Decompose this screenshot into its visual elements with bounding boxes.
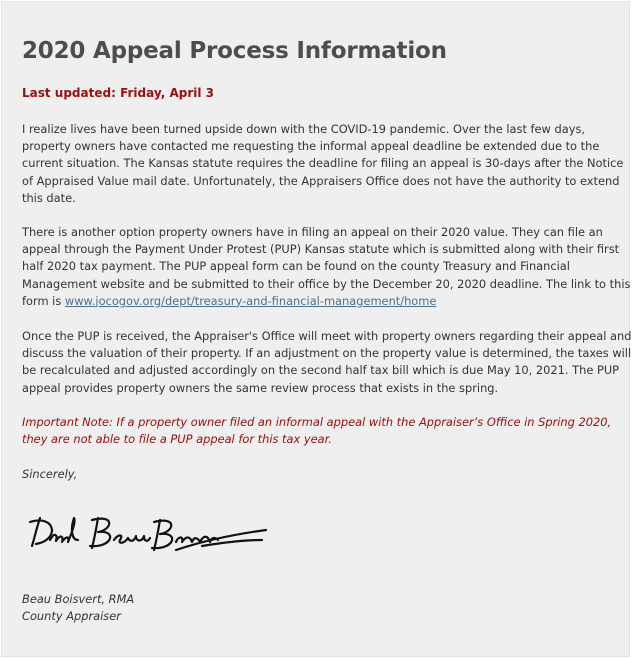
paragraph-line: be recalculated and adjusted accordingly on the second half tax bill which is due May 10, 2021. The PUP (22, 363, 620, 378)
paragraph-line: of Appraised Value mail date. Unfortunately, the Appraisers Office does not have the authority to extend (22, 173, 620, 188)
note-line: they are not able to file a PUP appeal for this tax year. (22, 432, 332, 447)
closing-salutation: Sincerely, (22, 467, 78, 481)
paragraph-line: appeal through the Payment Under Protest (PUP) Kansas statute which is submitted along with their first (22, 242, 620, 257)
paragraph-line: There is another option property owners have in filing an appeal on their 2020 value. They can file an (22, 225, 603, 239)
paragraph-line: Management website and be submitted to their office by the December 20, 2020 deadline. The link to this (22, 276, 631, 291)
paragraph-line: current situation. The Kansas statute requires the deadline for filing an appeal is 30-days after the Notice (22, 156, 624, 171)
paragraph-line: I realize lives have been turned upside down with the COVID-19 pandemic. Over the last few days, (22, 122, 585, 136)
paragraph-line-with-link (22, 293, 620, 310)
signer-name: Beau Boisvert, RMA (22, 592, 135, 606)
treasury-website-link[interactable]: www.jocogov.org/dept/treasury-and-financial-management/home (64, 293, 437, 308)
handwritten-signature (26, 510, 276, 560)
paragraph-line: Once the PUP is received, the Appraiser's Office will meet with property owners regarding their appeal and (22, 329, 632, 343)
paragraph-pup-option (22, 224, 631, 310)
paragraph-line: appeal provides property owners the same review process that exists in the spring. (22, 380, 499, 395)
signature-block (22, 591, 134, 625)
last-updated-label: Last updated: Friday, April 3 (22, 86, 215, 100)
paragraph-line: this date. (22, 190, 76, 205)
important-note (22, 414, 620, 448)
note-line: Important Note: If a property owner filed an informal appeal with the Appraiser’s Office in Spring 2020, (22, 415, 612, 429)
page-title: 2020 Appeal Process Information (22, 38, 447, 64)
paragraph-line: property owners have contacted me requesting the informal appeal deadline be extended due to the (22, 139, 600, 154)
content-panel (1, 1, 630, 657)
signer-title: County Appraiser (22, 609, 121, 624)
paragraph-pup-process (22, 328, 632, 397)
paragraph-line: discuss the valuation of their property. If an adjustment on the property value is determined, the taxes will (22, 346, 632, 361)
paragraph-line: half 2020 tax payment. The PUP appeal form can be found on the county Treasury and Financial (22, 259, 570, 274)
paragraph-covid-intro (22, 121, 624, 207)
link-prefix-text: form is (22, 293, 65, 308)
